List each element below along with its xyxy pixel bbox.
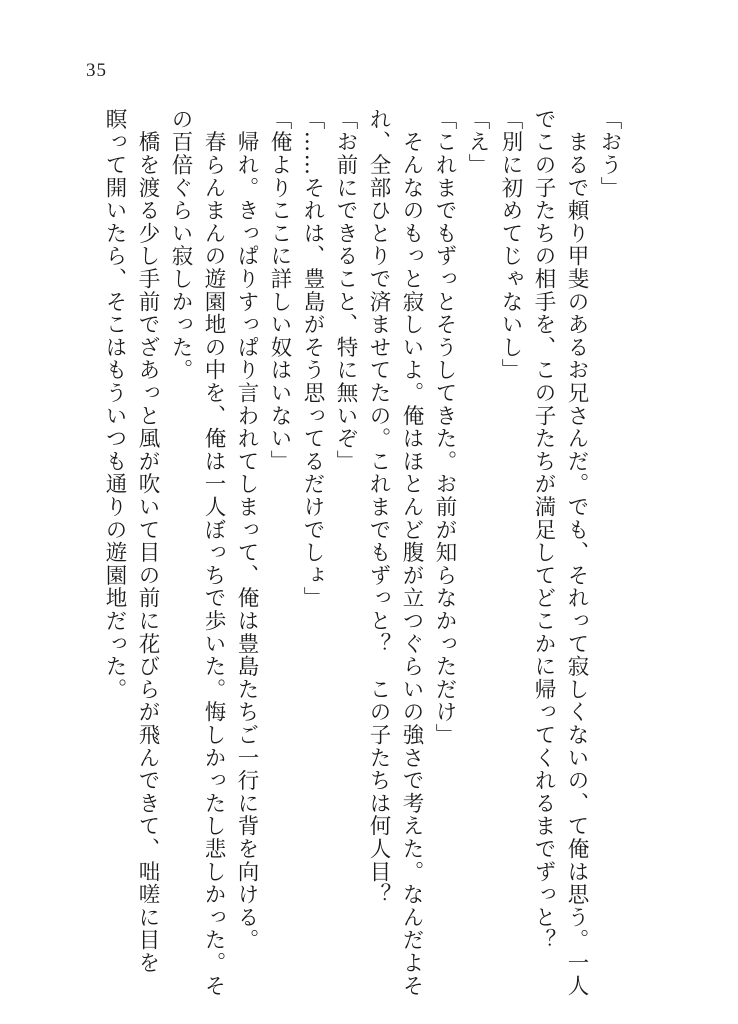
text-line: でこの子たちの相手を、この子たちが満足してどこかに帰ってくれるまでずっと？ bbox=[531, 108, 556, 952]
vertical-text-body bbox=[98, 108, 626, 998]
text-line: 「別に初めてじゃないし」 bbox=[498, 108, 523, 382]
page-number: 35 bbox=[86, 60, 107, 81]
text-line: 「おう」 bbox=[597, 108, 622, 200]
text-line: 橋を渡る少し手前でざあっと風が吹いて目の前に花びらが飛んできて、咄嗟に目を bbox=[135, 108, 160, 975]
text-line: れ、全部ひとりで済ませてたの。これまでもずっと？ この子たちは何人目？ bbox=[366, 108, 391, 906]
text-line: 「これまでもずっとそうしてきた。お前が知らなかっただけ」 bbox=[432, 108, 457, 747]
text-line: 「俺よりここに詳しい奴はいない」 bbox=[267, 108, 292, 473]
text-line: 「お前にできること、特に無いぞ」 bbox=[333, 108, 358, 473]
text-line: 瞑って開いたら、そこはもういつも通りの遊園地だった。 bbox=[102, 108, 127, 701]
text-line: 「え」 bbox=[465, 108, 490, 177]
text-line: まるで頼り甲斐のあるお兄さんだ。でも、それって寂しくないの、て俺は思う。一人 bbox=[564, 108, 589, 998]
text-line: の百倍ぐらい寂しかった。 bbox=[168, 108, 193, 382]
text-line: そんなのもっと寂しいよ。俺はほとんど腹が立つぐらいの強さで考えた。なんだよそ bbox=[399, 108, 424, 998]
text-line: 「……それは、豊島がそう思ってるだけでしょ」 bbox=[300, 108, 325, 610]
text-line: 春らんまんの遊園地の中を、俺は一人ぼっちで歩いた。悔しかったし悲しかった。そ bbox=[201, 108, 226, 998]
text-line: 帰れ。きっぱりすっぱり言われてしまって、俺は豊島たちご一行に背を向ける。 bbox=[234, 108, 259, 952]
